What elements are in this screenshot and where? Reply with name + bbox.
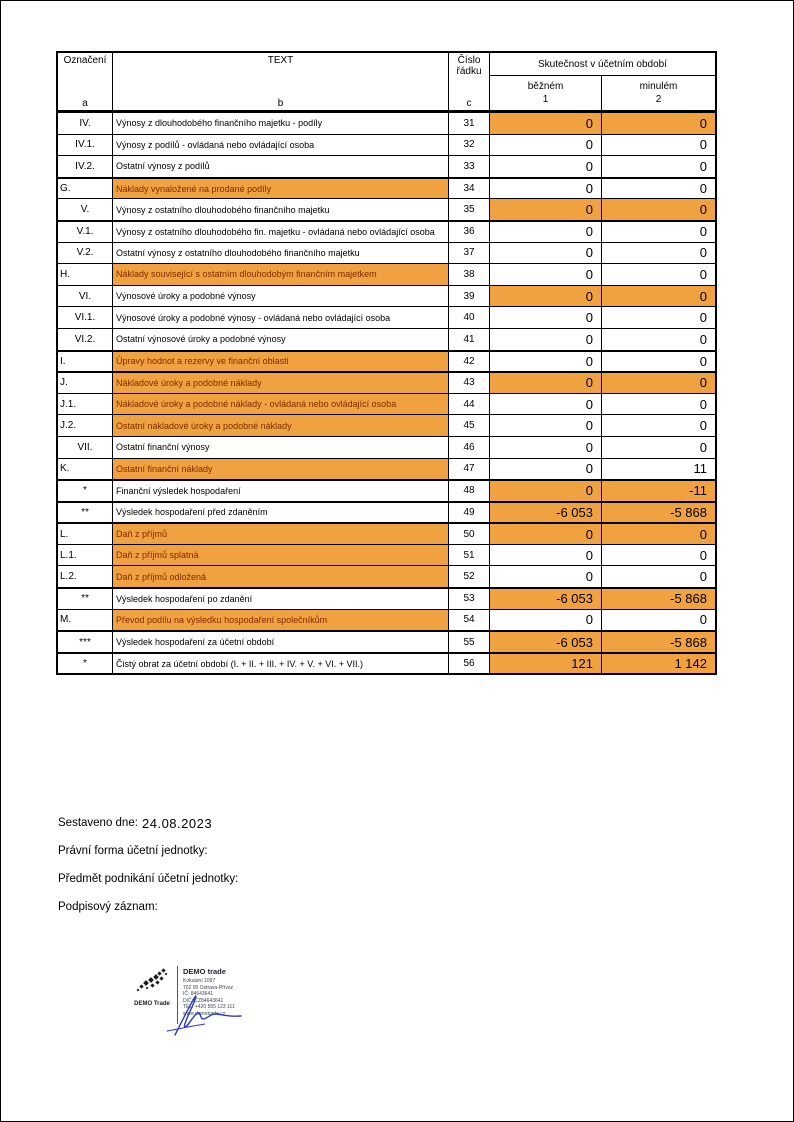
row-number: 40: [449, 307, 490, 328]
value-previous-period: 0: [699, 612, 707, 628]
row-text: Ostatní finanční náklady: [113, 459, 449, 480]
value-previous-period: -5 868: [602, 589, 715, 609]
row-number: 49: [449, 503, 490, 523]
row-text: Výnosy z podílů - ovládaná nebo ovládající osoba: [113, 135, 449, 156]
value-current-period: -6 053: [490, 503, 602, 523]
value-previous-period: 1 142: [602, 654, 715, 674]
designation: K.: [58, 459, 113, 480]
designation: *: [58, 481, 113, 501]
value-current-period: 0: [490, 545, 602, 566]
designation: **: [58, 589, 113, 609]
value-current-period: 0: [490, 415, 602, 436]
value-previous-period: 0: [699, 547, 707, 563]
value-previous-period: 0: [602, 524, 715, 544]
header-cislo-label: Číslo řádku: [456, 55, 482, 77]
row-text: Daň z příjmů odložená: [113, 566, 449, 587]
stamp-line: Koksární 1097: [183, 978, 216, 984]
value-previous-period: 0: [699, 224, 707, 240]
value-previous-period: 0: [699, 181, 707, 197]
stamp-line: DIČ: CZ84643641: [183, 997, 224, 1004]
row-number: 56: [449, 654, 490, 674]
designation: V.: [58, 199, 113, 220]
header-minule-obdobi: minulém 2: [639, 81, 678, 105]
table-row: [58, 350, 715, 372]
table-row: [58, 565, 715, 587]
value-current-period: 121: [490, 654, 602, 674]
row-number: 39: [449, 286, 490, 307]
header-skutecnost: Skutečnost v účetním období: [490, 53, 715, 76]
row-number: 51: [449, 545, 490, 566]
table-row: [58, 587, 715, 609]
row-number: 33: [449, 156, 490, 177]
row-number: 50: [449, 524, 490, 544]
value-previous-period: 0: [699, 137, 707, 153]
value-current-period: 0: [490, 524, 602, 544]
row-text: Náklady související s ostatním dlouhodobým finančním majetkem: [113, 264, 449, 285]
value-previous-period: 0: [699, 245, 707, 261]
designation: IV.1.: [58, 135, 113, 156]
designation: ***: [58, 632, 113, 652]
table-row: [58, 479, 715, 501]
podpisovy-zaznam-label: Podpisový záznam:: [58, 901, 158, 913]
value-previous-period: 0: [699, 439, 707, 455]
header-letter-c: c: [466, 98, 472, 109]
row-text: Výnosy z ostatního dlouhodobého finančního majetku: [113, 199, 449, 220]
row-text: Finanční výsledek hospodaření: [113, 481, 449, 501]
designation: L.2.: [58, 566, 113, 587]
row-number: 42: [449, 352, 490, 372]
row-number: 47: [449, 459, 490, 480]
designation: V.1.: [58, 222, 113, 242]
table-row: [58, 414, 715, 436]
value-current-period: 0: [490, 307, 602, 328]
table-row: [58, 177, 715, 199]
value-current-period: 0: [490, 481, 602, 501]
predmet-podnikani-label: Předmět podnikání účetní jednotky:: [58, 873, 239, 885]
designation: IV.2.: [58, 156, 113, 177]
row-number: 36: [449, 222, 490, 242]
stamp-logo-text: DEMO Trade: [134, 1001, 170, 1007]
value-current-period: 0: [490, 243, 602, 264]
table-row: [58, 630, 715, 652]
table-row: [58, 306, 715, 328]
value-current-period: 0: [490, 352, 602, 372]
row-number: 41: [449, 329, 490, 350]
value-previous-period: -5 868: [602, 503, 715, 523]
row-text: Výnosy z dlouhodobého finančního majetku - podíly: [113, 113, 449, 134]
row-number: 53: [449, 589, 490, 609]
stamp-line: IČ: 84643641: [183, 991, 214, 998]
value-current-period: 0: [490, 373, 602, 393]
row-number: 48: [449, 481, 490, 501]
table-row: [58, 522, 715, 544]
stamp-line: www.demotrade.cz: [183, 1010, 226, 1017]
row-number: 32: [449, 135, 490, 156]
row-text: Úpravy hodnot a rezervy ve finanční oblasti: [113, 352, 449, 372]
row-text: Ostatní výnosy z ostatního dlouhodobého finančního majetku: [113, 243, 449, 264]
row-text: Čistý obrat za účetní období (I. + II. + III. + IV. + V. + VI. + VII.): [113, 654, 449, 674]
value-current-period: 0: [490, 610, 602, 631]
table-row: [58, 436, 715, 458]
table-row: [58, 220, 715, 242]
designation: VII.: [58, 437, 113, 458]
designation: *: [58, 654, 113, 674]
row-text: Ostatní finanční výnosy: [113, 437, 449, 458]
row-text: Náklady vynaložené na prodané podíly: [113, 179, 449, 199]
row-text: Výsledek hospodaření po zdanění: [113, 589, 449, 609]
row-number: 31: [449, 113, 490, 134]
row-number: 43: [449, 373, 490, 393]
table-row: [58, 458, 715, 480]
diamond-logo-icon: [132, 967, 172, 995]
table-row: [58, 155, 715, 177]
pravni-forma-label: Právní forma účetní jednotky:: [58, 845, 208, 857]
table-row: [58, 501, 715, 523]
designation: I.: [58, 352, 113, 372]
row-text: Výnosové úroky a podobné výnosy - ovládaná nebo ovládající osoba: [113, 307, 449, 328]
row-text: Převod podílu na výsledku hospodaření společníkům: [113, 610, 449, 631]
designation: VI.2.: [58, 329, 113, 350]
value-previous-period: -5 868: [602, 632, 715, 652]
designation: L.: [58, 524, 113, 544]
header-col-2: 2: [655, 94, 662, 105]
row-text: Výsledek hospodaření před zdaněním: [113, 503, 449, 523]
table-header: [58, 53, 715, 112]
value-previous-period: 0: [602, 286, 715, 307]
signature-icon: [161, 993, 261, 1038]
designation: G.: [58, 179, 113, 199]
value-previous-period: -11: [602, 481, 715, 501]
table-row: [58, 544, 715, 566]
header-letter-b: b: [277, 98, 284, 109]
value-previous-period: 0: [602, 373, 715, 393]
value-current-period: 0: [490, 459, 602, 480]
value-previous-period: 0: [699, 158, 707, 174]
table-row: [58, 393, 715, 415]
designation: H.: [58, 264, 113, 285]
designation: V.2.: [58, 243, 113, 264]
value-current-period: 0: [490, 329, 602, 350]
value-previous-period: 0: [602, 113, 715, 134]
row-number: 55: [449, 632, 490, 652]
value-current-period: 0: [490, 179, 602, 199]
value-current-period: 0: [490, 113, 602, 134]
row-number: 54: [449, 610, 490, 631]
value-current-period: 0: [490, 437, 602, 458]
stamp-company-name: DEMO trade: [183, 967, 226, 976]
designation: VI.: [58, 286, 113, 307]
row-number: 46: [449, 437, 490, 458]
value-current-period: 0: [490, 156, 602, 177]
value-previous-period: 0: [699, 266, 707, 282]
value-current-period: 0: [490, 135, 602, 156]
value-current-period: 0: [490, 222, 602, 242]
designation: L.1.: [58, 545, 113, 566]
value-previous-period: 0: [699, 418, 707, 434]
table-row: [58, 112, 715, 134]
table-row: [58, 609, 715, 631]
sestaveno-dne-value: 24.08.2023: [142, 816, 213, 831]
row-number: 37: [449, 243, 490, 264]
value-current-period: 0: [490, 199, 602, 220]
value-previous-period: 11: [693, 461, 707, 477]
table-row: [58, 263, 715, 285]
row-number: 34: [449, 179, 490, 199]
designation: J.1.: [58, 394, 113, 415]
value-previous-period: 0: [699, 310, 707, 326]
stamp-line: 702 00 Ostrava-Přívoz: [183, 984, 234, 991]
designation: M.: [58, 610, 113, 631]
table-row: [58, 652, 715, 674]
table-row: [58, 198, 715, 220]
table-row: [58, 328, 715, 350]
header-oznaceni-label: Označení: [63, 55, 107, 66]
table-body: [58, 112, 715, 673]
row-text: Výnosové úroky a podobné výnosy: [113, 286, 449, 307]
row-text: Ostatní výnosové úroky a podobné výnosy: [113, 329, 449, 350]
row-text: Ostatní výnosy z podílů: [113, 156, 449, 177]
header-oznaceni: [58, 53, 113, 110]
value-current-period: 0: [490, 394, 602, 415]
header-skutecnost-group: [490, 53, 715, 110]
income-statement-table: [56, 51, 717, 675]
row-number: 35: [449, 199, 490, 220]
table-row: [58, 371, 715, 393]
header-letter-a: a: [82, 98, 88, 109]
row-number: 44: [449, 394, 490, 415]
header-text: [113, 53, 449, 110]
value-current-period: -6 053: [490, 589, 602, 609]
header-text-label: TEXT: [267, 55, 294, 66]
value-previous-period: 0: [699, 353, 707, 369]
row-number: 45: [449, 415, 490, 436]
stamp-line: TEL: +420 555 123 111: [183, 1004, 235, 1011]
value-previous-period: 0: [699, 569, 707, 585]
row-text: Nákladové úroky a podobné náklady: [113, 373, 449, 393]
value-previous-period: 0: [699, 396, 707, 412]
sestaveno-dne-label: Sestaveno dne:: [58, 817, 138, 829]
row-text: Nákladové úroky a podobné náklady - ovládaná nebo ovládající osoba: [113, 394, 449, 415]
designation: J.: [58, 373, 113, 393]
header-bezne-obdobi: běžném 1: [490, 76, 602, 110]
table-row: [58, 134, 715, 156]
header-cislo-radku: [449, 53, 490, 110]
value-previous-period: 0: [602, 199, 715, 220]
designation: J.2.: [58, 415, 113, 436]
value-current-period: -6 053: [490, 632, 602, 652]
row-text: Výnosy z ostatního dlouhodobého fin. majetku - ovládaná nebo ovládající osoba: [113, 222, 449, 242]
designation: IV.: [58, 113, 113, 134]
row-text: Daň z příjmů splatná: [113, 545, 449, 566]
row-number: 38: [449, 264, 490, 285]
value-current-period: 0: [490, 286, 602, 307]
designation: **: [58, 503, 113, 523]
value-current-period: 0: [490, 264, 602, 285]
row-text: Daň z příjmů: [113, 524, 449, 544]
table-row: [58, 285, 715, 307]
row-text: Výsledek hospodaření za účetní období: [113, 632, 449, 652]
value-current-period: 0: [490, 566, 602, 587]
table-row: [58, 242, 715, 264]
value-previous-period: 0: [699, 331, 707, 347]
row-text: Ostatní nákladové úroky a podobné náklady: [113, 415, 449, 436]
header-col-1: 1: [542, 94, 549, 105]
row-number: 52: [449, 566, 490, 587]
designation: VI.1.: [58, 307, 113, 328]
